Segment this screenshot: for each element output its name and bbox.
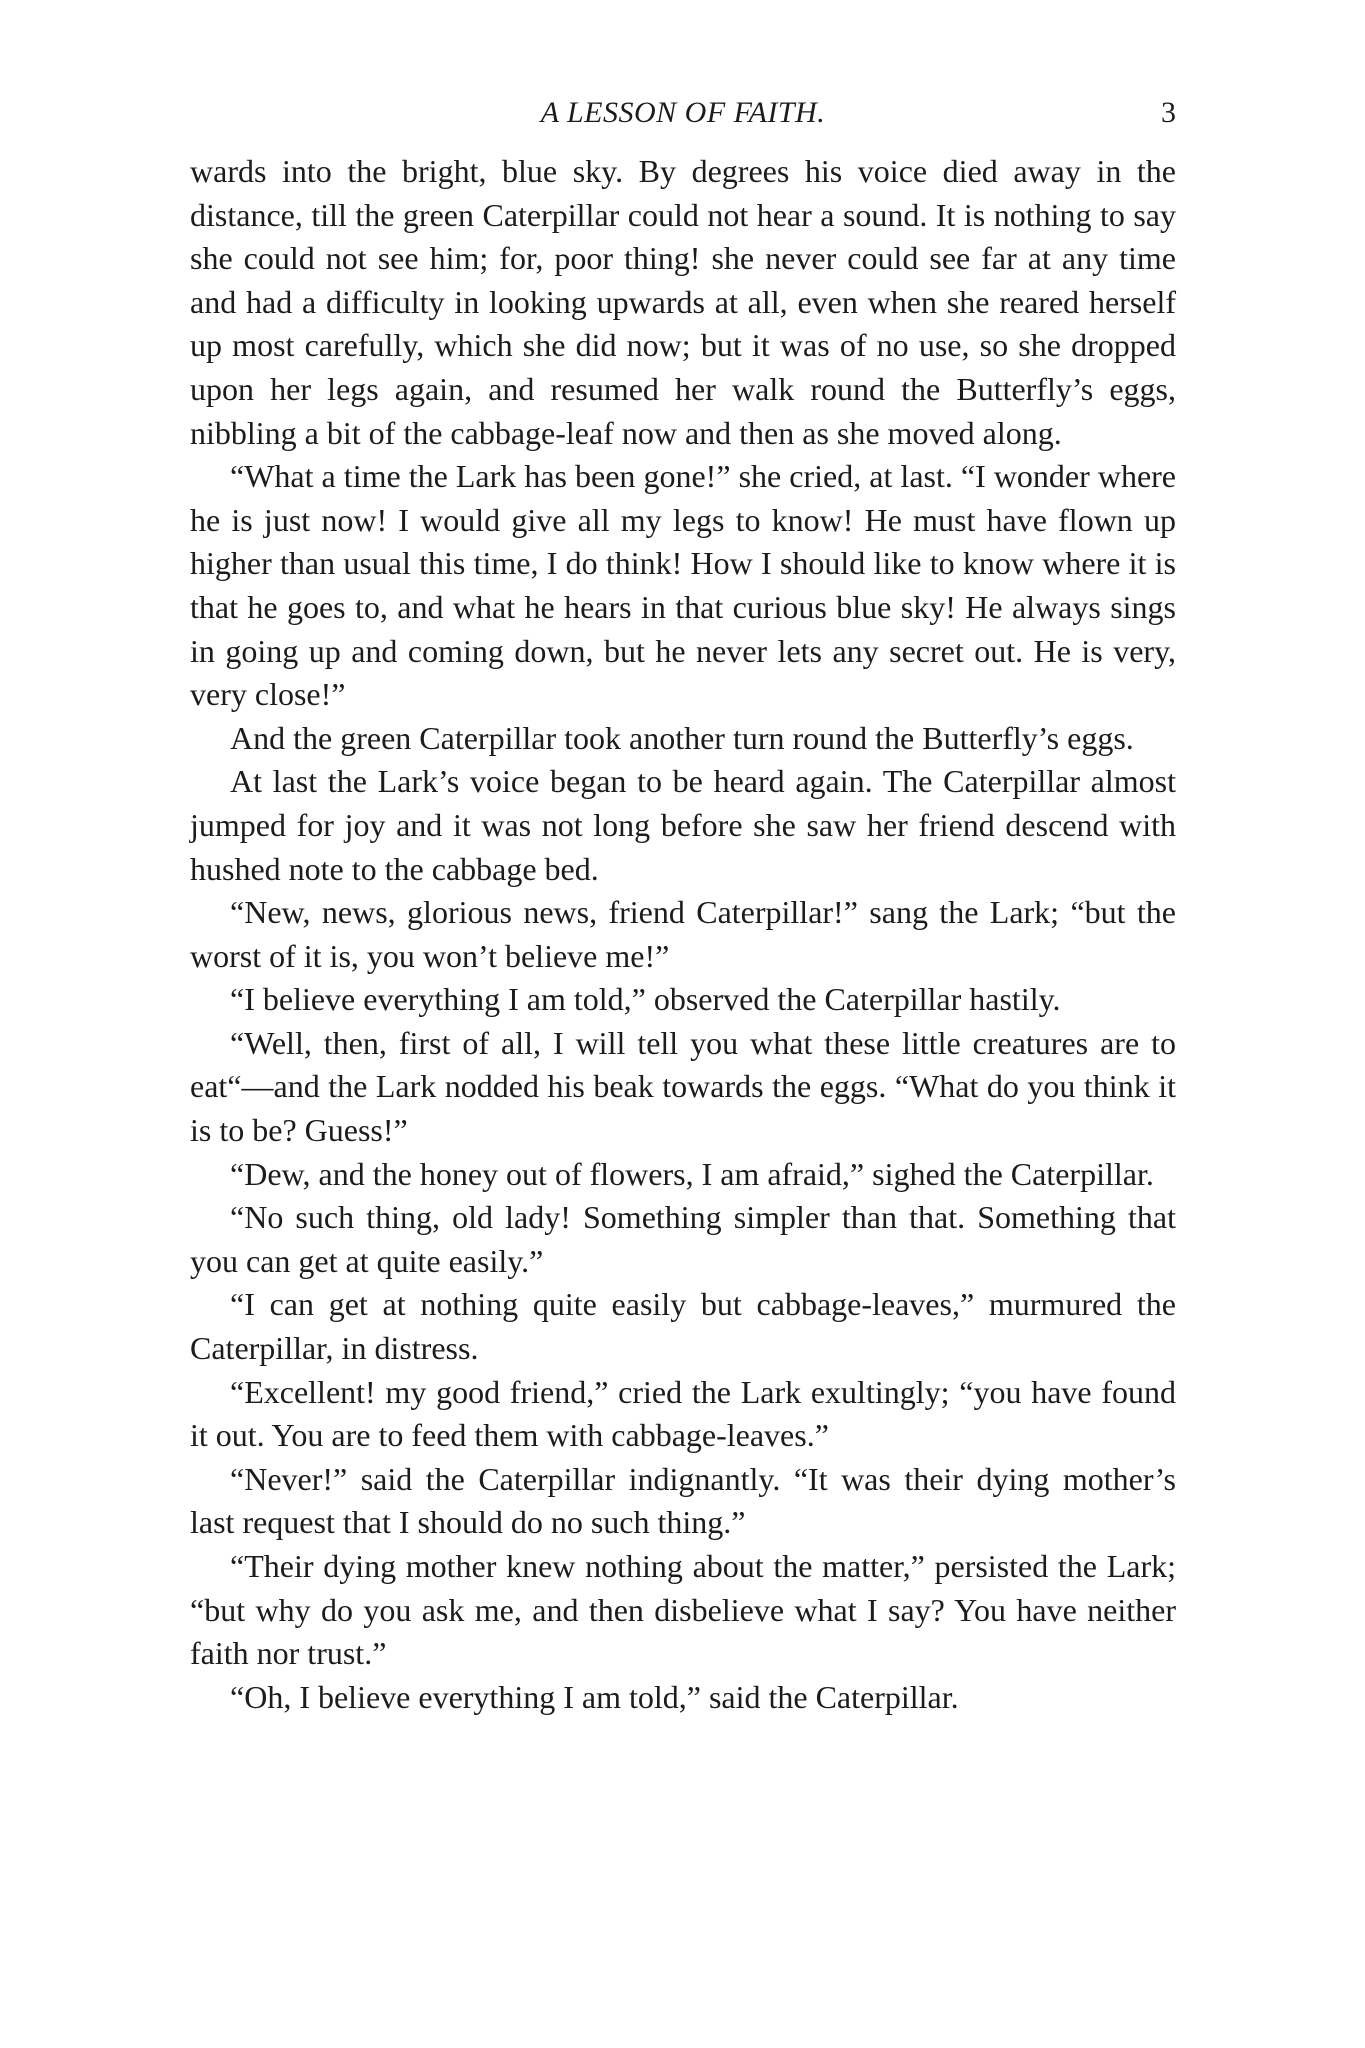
paragraph: “No such thing, old lady! Something simpler than that. Something that you can get at quite easily.”	[190, 1199, 1176, 1279]
body-text	[190, 150, 1176, 1719]
paragraph: “Their dying mother knew nothing about the matter,” persisted the Lark; “but why do you ask me, and then disbelieve what I say? You have neither faith nor trust.”	[190, 1548, 1176, 1672]
paragraph: At last the Lark’s voice began to be heard again. The Caterpillar almost jumped for joy and it was not long before she saw her friend descend with hushed note to the cabbage bed.	[190, 763, 1176, 887]
paragraph: “Dew, and the honey out of flowers, I am afraid,” sighed the Caterpillar.	[230, 1155, 1154, 1192]
paragraph: And the green Caterpillar took another turn round the Butterfly’s eggs.	[230, 719, 1134, 756]
paragraph: “New, news, glorious news, friend Caterpillar!” sang the Lark; “but the worst of it is, you won’t believe me!”	[190, 894, 1176, 974]
paragraph: “Excellent! my good friend,” cried the Lark exultingly; “you have found it out. You are to feed them with cabbage-leaves.”	[190, 1373, 1176, 1454]
page-header	[190, 90, 1176, 136]
paragraph: “What a time the Lark has been gone!” she cried, at last. “I wonder where he is just now! I would give all my legs to know! He must have flown up higher than usual this time, I do think! How I should like to know where it is that he goes to, and what he hears in that curious blue sky! He always sings in going up and coming down, but he never lets any secret out. He is very, very close!”	[190, 458, 1176, 713]
paragraph: wards into the bright, blue sky. By degrees his voice died away in the distance, till the green Caterpillar could not hear a sound. It is nothing to say she could not see him; for, poor thing! she never could see far at any time and had a difficulty in looking upwards at all, even when she reared herself up most carefully, which she did now; but it was of no use, so she dropped upon her legs again, and resumed her walk round the Butterfly’s eggs, nibbling a bit of the cabbage-leaf now and then as she moved along.	[190, 153, 1176, 451]
book-page	[190, 90, 1176, 1719]
paragraph: “Never!” said the Caterpillar indignantly. “It was their dying mother’s last request that I should do no such thing.”	[190, 1460, 1176, 1541]
page-number: 3	[1161, 96, 1176, 129]
paragraph: “I can get at nothing quite easily but cabbage-leaves,” murmured the Caterpillar, in distress.	[190, 1286, 1176, 1367]
paragraph: “I believe everything I am told,” observed the Caterpillar hastily.	[230, 981, 1061, 1018]
running-head: A LESSON OF FAITH.	[540, 96, 826, 129]
paragraph: “Oh, I believe everything I am told,” said the Caterpillar.	[230, 1678, 959, 1715]
paragraph: “Well, then, first of all, I will tell you what these little creatures are to eat“—and the Lark nodded his beak towards the eggs. “What do you think it is to be? Guess!”	[190, 1024, 1176, 1149]
